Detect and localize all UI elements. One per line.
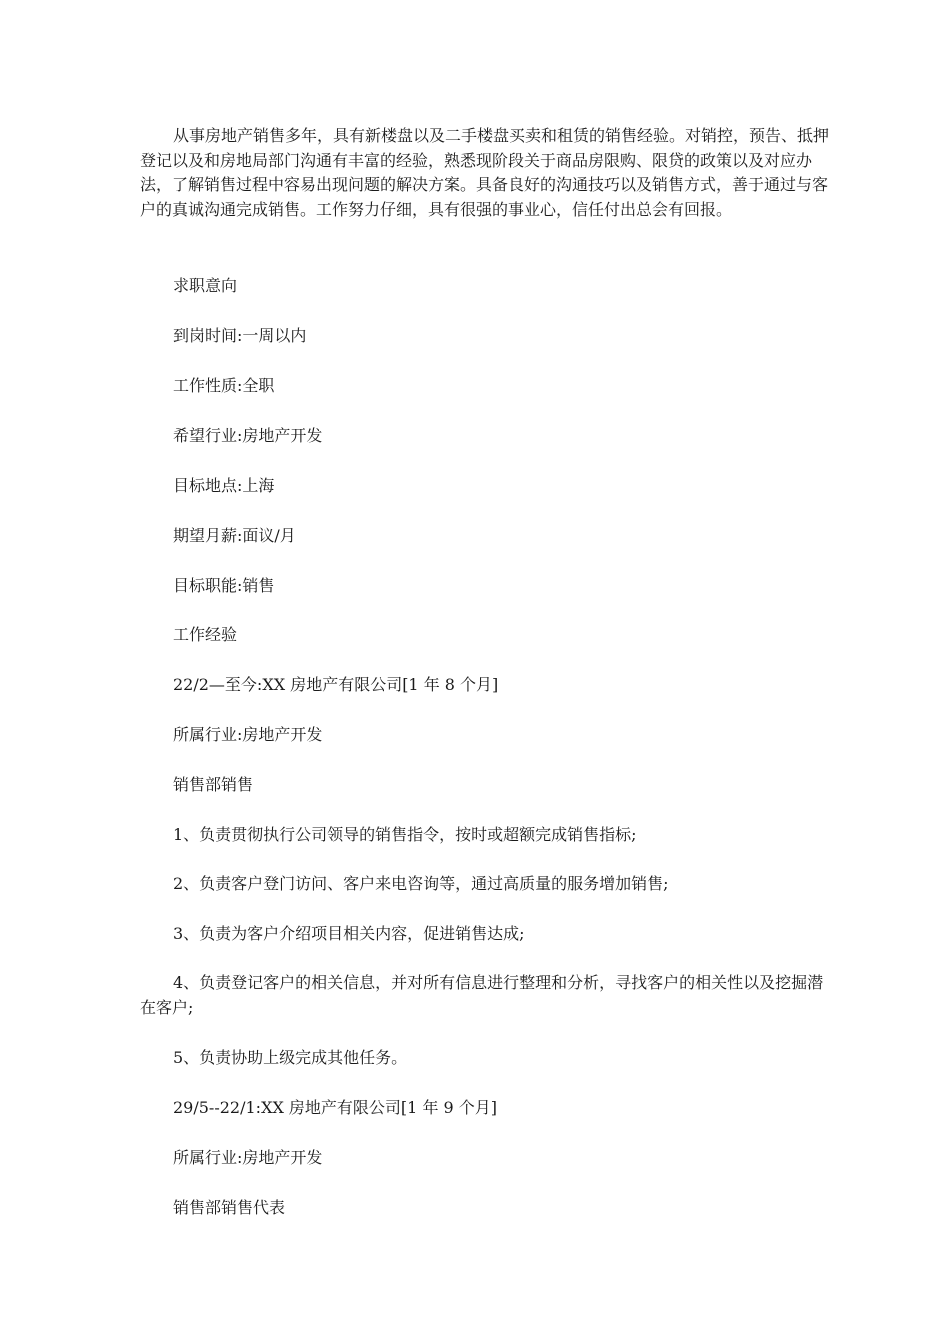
- duty-item: 2、负责客户登门访问、客户来电咨询等，通过高质量的服务增加销售;: [173, 874, 669, 893]
- section-heading-intention: 求职意向: [173, 276, 238, 295]
- job-period: 22/2—至今:XX 房地产有限公司[1 年 8 个月]: [173, 675, 499, 694]
- job-role: 销售部销售: [173, 775, 254, 794]
- duty-item: 3、负责为客户介绍项目相关内容，促进销售达成;: [173, 924, 525, 943]
- job-role: 销售部销售代表: [173, 1198, 286, 1217]
- desired-industry: 希望行业:房地产开发: [173, 426, 323, 445]
- duty-item: 4、负责登记客户的相关信息，并对所有信息进行整理和分析，寻找客户的相关性以及挖掘潜在客户;: [140, 973, 824, 1017]
- duty-item: 1、负责贯彻执行公司领导的销售指令，按时或超额完成销售指标;: [173, 825, 637, 844]
- target-function: 目标职能:销售: [173, 576, 275, 595]
- section-heading-experience: 工作经验: [173, 625, 238, 644]
- arrival-time: 到岗时间:一周以内: [173, 326, 307, 345]
- target-location: 目标地点:上海: [173, 476, 275, 495]
- job-period: 29/5--22/1:XX 房地产有限公司[1 年 9 个月]: [173, 1098, 498, 1117]
- job-nature: 工作性质:全职: [173, 376, 275, 395]
- expected-salary: 期望月薪:面议/月: [173, 526, 296, 545]
- intro-paragraph: 从事房地产销售多年，具有新楼盘以及二手楼盘买卖和租赁的销售经验。对销控，预告、抵押登记以及和房地局部门沟通有丰富的经验，熟悉现阶段关于商品房限购、限贷的政策以及对应办法，了解销售过程中容易出现问题的解决方案。具备良好的沟通技巧以及销售方式，善于通过与客户的真诚沟通完成销售。工作努力仔细，具有很强的事业心，信任付出总会有回报。: [140, 126, 830, 219]
- job-industry: 所属行业:房地产开发: [173, 1148, 323, 1167]
- duty-item: 5、负责协助上级完成其他任务。: [173, 1048, 408, 1067]
- job-industry: 所属行业:房地产开发: [173, 725, 323, 744]
